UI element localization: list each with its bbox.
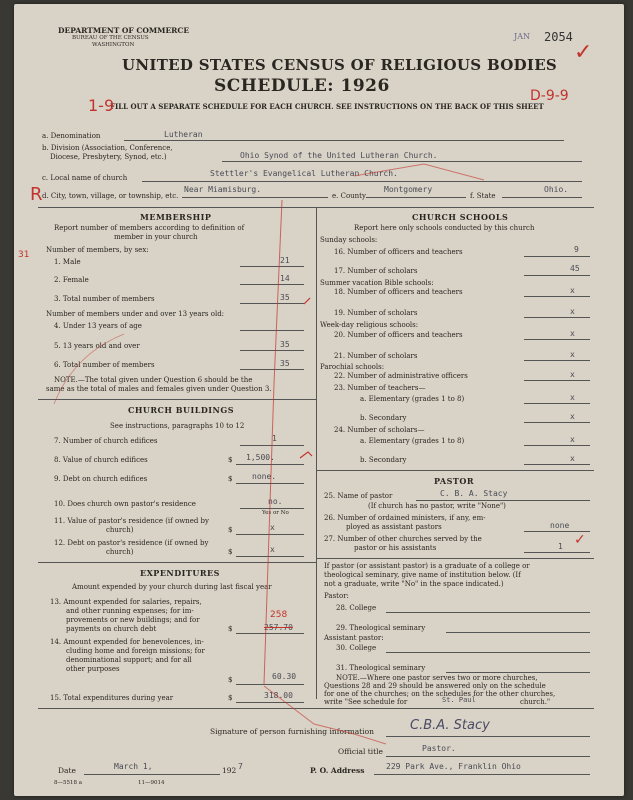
- received-stamp: JAN: [514, 32, 530, 41]
- q24a-label: a. Elementary (grades 1 to 8): [360, 437, 465, 445]
- q14-dollar: $: [228, 676, 233, 684]
- yes-no-hint: Yes or No: [262, 510, 289, 516]
- q26-label: 26. Number of ordained ministers, if any, em-: [324, 514, 486, 522]
- schools-intro: Report here only schools conducted by this church: [354, 224, 535, 232]
- pastor-note-5: church.": [520, 698, 551, 706]
- q15-value: 318.00: [264, 691, 293, 700]
- q26-label-2: ployed as assistant pastors: [346, 523, 442, 531]
- q11-value-residence: 11. Value of pastor's residence (if owned by: [54, 517, 209, 525]
- q25-hint: (If church has no pastor, write "None"): [368, 502, 506, 510]
- q24b-value: x: [570, 454, 575, 463]
- date-label: Date: [58, 766, 76, 775]
- q22-value: x: [570, 370, 575, 379]
- q10-value: no.: [268, 497, 283, 506]
- q27-value: 1: [558, 542, 563, 551]
- q24b-label: b. Secondary: [360, 456, 407, 464]
- q27-label-2: pastor or his assistants: [354, 544, 437, 552]
- q13-dollar: $: [228, 625, 233, 633]
- q9-dollar: $: [228, 475, 233, 483]
- census-form-sheet: [14, 4, 624, 796]
- q14-value: 60.30: [272, 672, 297, 681]
- pastor-note-3: for one of the churches; on the schedules for the other churches,: [324, 690, 556, 698]
- q1-value: 21: [280, 256, 290, 265]
- red-mark-right: D-9-9: [530, 88, 569, 104]
- pastor-note-4: write "See schedule for: [324, 698, 408, 706]
- q25-value: C. B. A. Stacy: [440, 489, 508, 498]
- q21-label: 21. Number of scholars: [334, 352, 418, 360]
- q5-value: 35: [280, 340, 290, 349]
- q11-value: x: [270, 523, 275, 532]
- po-address-value: 229 Park Ave., Franklin Ohio: [386, 762, 521, 771]
- po-address-label: P. O. Address: [310, 766, 365, 775]
- signature-value: C.B.A. Stacy: [410, 718, 490, 733]
- pastor-note-fill: St. Paul: [442, 696, 476, 704]
- q17-label: 17. Number of scholars: [334, 267, 418, 275]
- under-over-label: Number of members under and over 13 years old:: [46, 310, 225, 318]
- q7-edifices: 7. Number of church edifices: [54, 437, 158, 445]
- q3-total: 3. Total number of members: [54, 295, 155, 303]
- membership-intro-2: member in your church: [114, 233, 198, 241]
- assistant-subheading: Assistant pastor:: [324, 634, 384, 642]
- membership-note: NOTE.—The total given under Question 6 should be the: [54, 376, 253, 384]
- q26-value: none: [550, 521, 570, 530]
- graduate-note-2: theological seminary, give name of institution below. (If: [324, 571, 521, 579]
- q23b-label: b. Secondary: [360, 414, 407, 422]
- q24-label: 24. Number of scholars—: [334, 426, 425, 434]
- q6-total: 6. Total number of members: [54, 361, 155, 369]
- pastor-heading: PASTOR: [434, 476, 474, 486]
- q13-red-correction: 258: [270, 610, 288, 620]
- q11-church: church): [106, 526, 134, 534]
- q6-value: 35: [280, 359, 290, 368]
- buildings-intro: See instructions, paragraphs 10 to 12: [110, 422, 245, 430]
- city-town-label: d. City, town, village, or township, etc.: [42, 192, 179, 200]
- parochial-schools-label: Parochial schools:: [320, 363, 385, 371]
- q19-label: 19. Number of scholars: [334, 309, 418, 317]
- division-label: b. Division (Association, Conference,: [42, 144, 173, 152]
- q9-value: none.: [252, 472, 277, 481]
- q23-label: 23. Number of teachers—: [334, 384, 426, 392]
- q15-dollar: $: [228, 694, 233, 702]
- margin-note: 31: [18, 250, 30, 260]
- q2-female: 2. Female: [54, 276, 89, 284]
- pastor-subheading: Pastor:: [324, 592, 349, 600]
- by-sex-label: Number of members, by sex:: [46, 246, 149, 254]
- q13-line3: provements or new buildings; and for: [66, 616, 200, 624]
- q28-label: 28. College: [336, 604, 377, 612]
- q20-value: x: [570, 329, 575, 338]
- red-mark-left: 1-9: [88, 96, 115, 115]
- q31-label: 31. Theological seminary: [336, 664, 426, 672]
- q16-value: 9: [574, 245, 579, 254]
- form-title: UNITED STATES CENSUS OF RELIGIOUS BODIES: [122, 56, 558, 74]
- q22-label: 22. Number of administrative officers: [334, 372, 468, 380]
- q24a-value: x: [570, 435, 575, 444]
- expenditures-heading: EXPENDITURES: [140, 568, 220, 578]
- q25-label: 25. Name of pastor: [324, 492, 393, 500]
- q12-church: church): [106, 548, 134, 556]
- year-suffix: 7: [238, 762, 243, 771]
- pastor-note-2: Questions 28 and 29 should be answered only on the schedule: [324, 682, 546, 690]
- denomination-label: a. Denomination: [42, 132, 101, 140]
- q17-value: 45: [570, 264, 580, 273]
- city-town-value: Near Miamisburg.: [184, 185, 262, 194]
- q8-dollar: $: [228, 456, 233, 464]
- form-code: 8—5518 a: [54, 780, 83, 786]
- q13-line1: 13. Amount expended for salaries, repairs,: [50, 598, 202, 606]
- denomination-value: Lutheran: [164, 130, 203, 139]
- q13-value: 257.70: [264, 623, 293, 632]
- q5-13-and-over: 5. 13 years old and over: [54, 342, 140, 350]
- weekday-schools-label: Week-day religious schools:: [320, 321, 419, 329]
- division-label-2: Diocese, Presbytery, Synod, etc.): [50, 153, 167, 161]
- q7-value: 1: [272, 434, 277, 443]
- red-pencil-marks: [14, 4, 624, 796]
- sunday-schools-label: Sunday schools:: [320, 236, 378, 244]
- q15-total-expenditures: 15. Total expenditures during year: [50, 694, 174, 702]
- division-value: Ohio Synod of the United Lutheran Church.: [240, 151, 438, 160]
- q12-value: x: [270, 545, 275, 554]
- q19-value: x: [570, 307, 575, 316]
- q13-line2: and other running expenses; for im-: [66, 607, 194, 615]
- membership-note-2: same as the total of males and females given under Question 3.: [46, 385, 272, 393]
- city-label: WASHINGTON: [92, 42, 135, 48]
- q9-debt-edifices: 9. Debt on church edifices: [54, 475, 148, 483]
- q8-value-edifices: 8. Value of church edifices: [54, 456, 148, 464]
- pastor-note-1: NOTE.—Where one pastor serves two or more churches,: [336, 674, 538, 682]
- official-title-label: Official title: [338, 747, 383, 756]
- membership-intro: Report number of members according to definition of: [54, 224, 245, 232]
- q4-under-13: 4. Under 13 years of age: [54, 322, 142, 330]
- q11-dollar: $: [228, 526, 233, 534]
- q14-line4: other purposes: [66, 665, 120, 673]
- red-checkmark-icon: ✓: [574, 40, 593, 65]
- q18-value: x: [570, 286, 575, 295]
- red-r-mark: R: [30, 184, 43, 205]
- q23a-value: x: [570, 393, 575, 402]
- department-label: DEPARTMENT OF COMMERCE: [58, 26, 190, 35]
- q20-label: 20. Number of officers and teachers: [334, 331, 463, 339]
- q14-line2: cluding home and foreign missions; for: [66, 647, 205, 655]
- graduate-note-3: not a graduate, write "No" in the space indicated.): [324, 580, 504, 588]
- graduate-note-1: If pastor (or assistant pastor) is a graduate of a college or: [324, 562, 530, 570]
- q14-line1: 14. Amount expended for benevolences, in-: [50, 638, 204, 646]
- date-value: March 1,: [114, 762, 153, 771]
- q14-line3: denominational support; and for all: [66, 656, 192, 664]
- q21-value: x: [570, 350, 575, 359]
- red-check-q27-icon: ✓: [574, 532, 586, 548]
- q2-value: 14: [280, 274, 290, 283]
- q23b-value: x: [570, 412, 575, 421]
- local-name-value: Stettler's Evangelical Lutheran Church.: [210, 169, 398, 178]
- instruction-line: FILL OUT A SEPARATE SCHEDULE FOR EACH CHURCH. SEE INSTRUCTIONS ON THE BACK OF THIS SHEET: [110, 102, 544, 111]
- q12-debt-residence: 12. Debt on pastor's residence (if owned by: [54, 539, 209, 547]
- signature-label: Signature of person furnishing information: [210, 727, 374, 736]
- q13-line4: payments on church debt: [66, 625, 157, 633]
- state-label: f. State: [470, 192, 496, 200]
- county-label: e. County: [332, 192, 366, 200]
- buildings-heading: CHURCH BUILDINGS: [128, 405, 234, 415]
- q23a-label: a. Elementary (grades 1 to 8): [360, 395, 465, 403]
- q27-label: 27. Number of other churches served by the: [324, 535, 482, 543]
- q12-dollar: $: [228, 548, 233, 556]
- q18-label: 18. Number of officers and teachers: [334, 288, 463, 296]
- county-value: Montgomery: [384, 185, 433, 194]
- schools-heading: CHURCH SCHOOLS: [412, 212, 509, 222]
- q29-label: 29. Theological seminary: [336, 624, 426, 632]
- q1-male: 1. Male: [54, 258, 81, 266]
- form-code-2: 11—9014: [138, 780, 165, 786]
- q30-label: 30. College: [336, 644, 377, 652]
- expenditures-intro: Amount expended by your church during last fiscal year: [72, 583, 272, 591]
- q10-owns-residence: 10. Does church own pastor's residence: [54, 500, 196, 508]
- year-prefix: 192: [222, 766, 237, 775]
- q3-value: 35: [280, 293, 290, 302]
- q8-value: 1,500.: [246, 453, 275, 462]
- local-name-label: c. Local name of church: [42, 174, 128, 182]
- schedule-title: SCHEDULE: 1926: [214, 76, 390, 96]
- membership-heading: MEMBERSHIP: [140, 212, 212, 222]
- bureau-label: BUREAU OF THE CENSUS: [72, 35, 149, 41]
- state-value: Ohio.: [544, 185, 569, 194]
- official-title-value: Pastor.: [422, 744, 456, 753]
- q16-label: 16. Number of officers and teachers: [334, 248, 463, 256]
- summer-schools-label: Summer vacation Bible schools:: [320, 279, 434, 287]
- form-number: 2054: [544, 30, 573, 44]
